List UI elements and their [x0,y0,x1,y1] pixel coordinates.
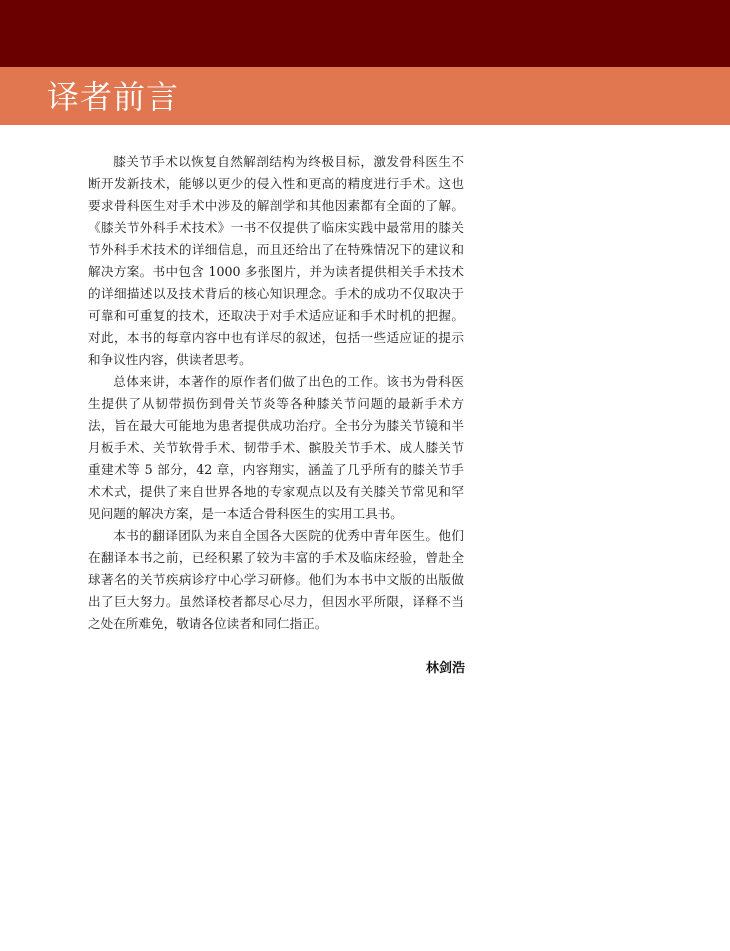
translator-signature: 林剑浩 [425,661,465,676]
page-title: 译者前言 [47,78,180,116]
preface-paragraph-3: 本书的翻译团队为来自全国各大医院的优秀中青年医生。他们在翻译本书之前，已经积累了较为丰富的手术及临床经验，曾赴全球著名的关节疾病诊疗中心学习研修。他们为本书中文版的出版做出了巨大努力。虽然译校者都尽心尽力，但因水平所限，译释不当之处在所难免，敬请各位读者和同仁指正。 [88,528,464,631]
preface-body [88,151,464,635]
preface-paragraph-2: 总体来讲，本著作的原作者们做了出色的工作。该书为骨科医生提供了从韧带损伤到骨关节炎等各种膝关节问题的最新手术方法，旨在最大可能地为患者提供成功治疗。全书分为膝关节镜和半月板手术、关节软骨手术、韧带手术、髌股关节手术、成人膝关节重建术等 5 部分，42 章，内容翔实，涵盖了几乎所有的膝关节手术术式，提供了来自世界各地的专家观点以及有关膝关节常见和罕见问题的解决方案，是一本适合骨科医生的实用工具书。 [88,374,464,521]
top-color-band [0,0,730,67]
preface-paragraph-1: 膝关节手术以恢复自然解剖结构为终极目标，激发骨科医生不断开发新技术，能够以更少的侵入性和更高的精度进行手术。这也要求骨科医生对手术中涉及的解剖学和其他因素都有全面的了解。《膝关节外科手术技术》一书不仅提供了临床实践中最常用的膝关节外科手术技术的详细信息，而且还给出了在特殊情况下的建议和解决方案。书中包含 1000 多张图片，并为读者提供相关手术技术的详细描述以及技术背后的核心知识理念。手术的成功不仅取决于可靠和可重复的技术，还取决于对手术适应证和手术时机的把握。对此，本书的每章内容中也有详尽的叙述，包括一些适应证的提示和争议性内容，供读者思考。 [88,154,464,367]
